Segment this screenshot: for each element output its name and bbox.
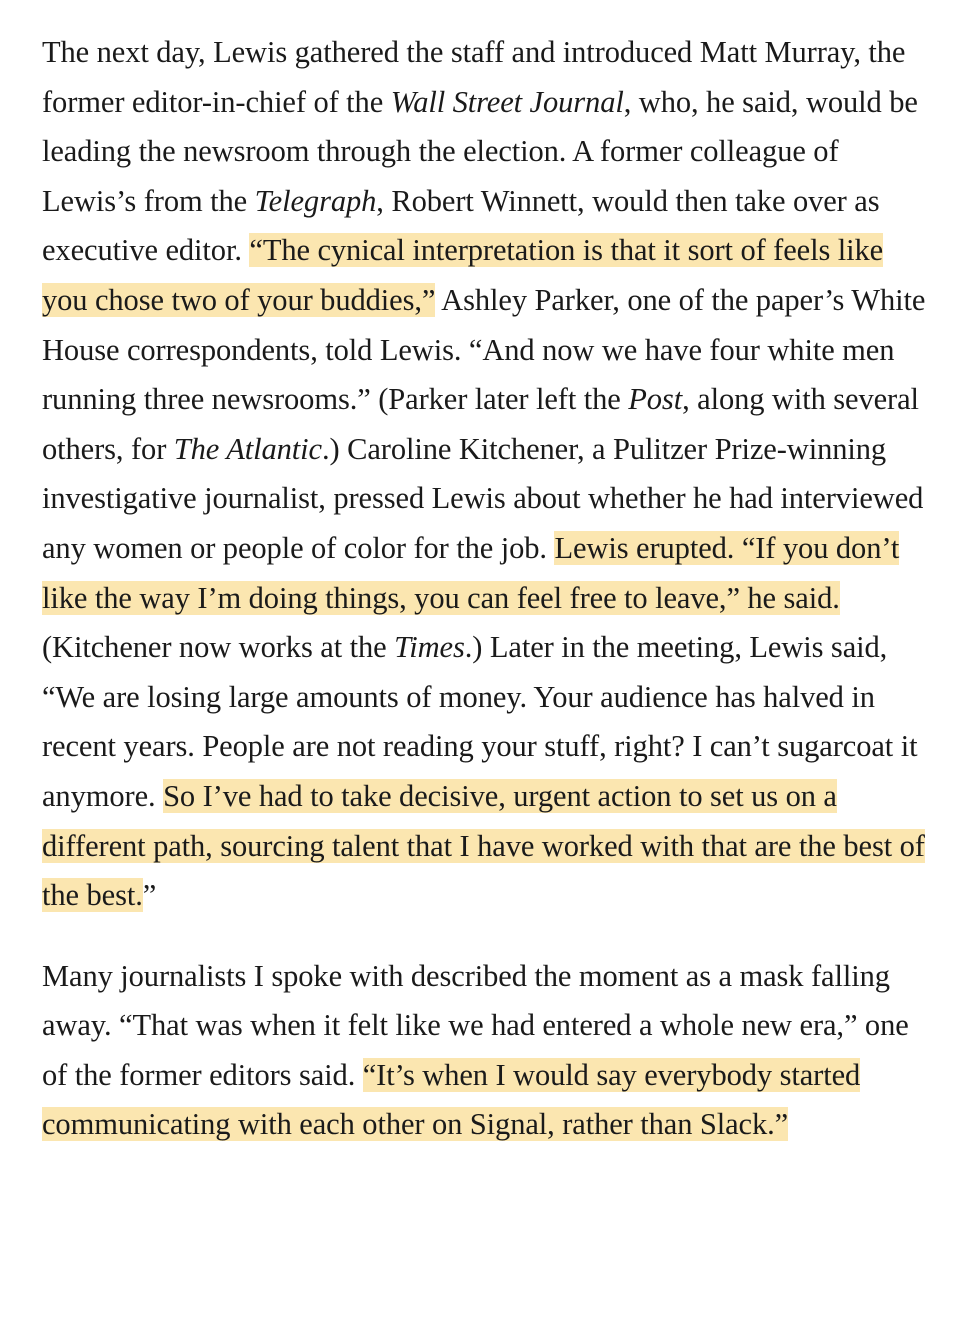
- publication-name-telegraph: Telegraph: [254, 183, 377, 218]
- text-segment: Many journalists I spoke with described the moment as a mask falling away. “That was when it felt like we had entered a whole new era,” one of the former editors said.: [42, 958, 909, 1092]
- text-segment: The next day, Lewis gathered the staff and introduced Matt Murray, the former editor-in-chief of the: [42, 35, 906, 119]
- highlight-quote-decisive-action[interactable]: So I’ve had to take decisive, urgent action to set us on a different path, sourcing talent that I have worked with that are the best of the best.: [42, 778, 925, 913]
- paragraph-1: [42, 28, 930, 921]
- text-segment: ”: [142, 878, 157, 913]
- publication-name-post: Post: [628, 382, 683, 417]
- publication-name-times: Times: [394, 630, 465, 665]
- publication-name-wsj: Wall Street Journal: [390, 84, 624, 119]
- text-segment: .) Caroline Kitchener, a Pulitzer Prize-winning investigative journalist, pressed Lewis about whether he had interviewed any women or people of color for the job.: [42, 431, 924, 565]
- highlight-quote-signal[interactable]: “It’s when I would say everybody started communicating with each other on Signal, rather than Slack.”: [42, 1057, 861, 1142]
- text-segment: Ashley Parker, one of the paper’s White House correspondents, told Lewis. “And now we have four white men running three newsrooms.” (Parker later left the: [42, 282, 926, 417]
- publication-name-atlantic: The Atlantic: [173, 431, 322, 466]
- text-segment: , Robert Winnett, would then take over as executive editor.: [42, 183, 880, 268]
- text-segment: (Kitchener now works at the: [42, 630, 395, 665]
- highlight-quote-lewis-erupted[interactable]: Lewis erupted. “If you don’t like the way I’m doing things, you can feel free to leave,” he said.: [42, 530, 900, 615]
- text-segment: , who, he said, would be leading the newsroom through the election. A former colleague of Lewis’s from the: [42, 84, 918, 218]
- article-body: [42, 28, 930, 1181]
- paragraph-2: [42, 952, 930, 1150]
- text-segment: .) Later in the meeting, Lewis said, “We are losing large amounts of money. Your audience has halved in recent years. People are not reading your stuff, right? I can’t sugarcoat it anymore.: [42, 630, 918, 813]
- highlight-quote-parker[interactable]: “The cynical interpretation is that it sort of feels like you chose two of your buddies,”: [42, 233, 884, 317]
- text-segment: , along with several others, for: [42, 382, 919, 466]
